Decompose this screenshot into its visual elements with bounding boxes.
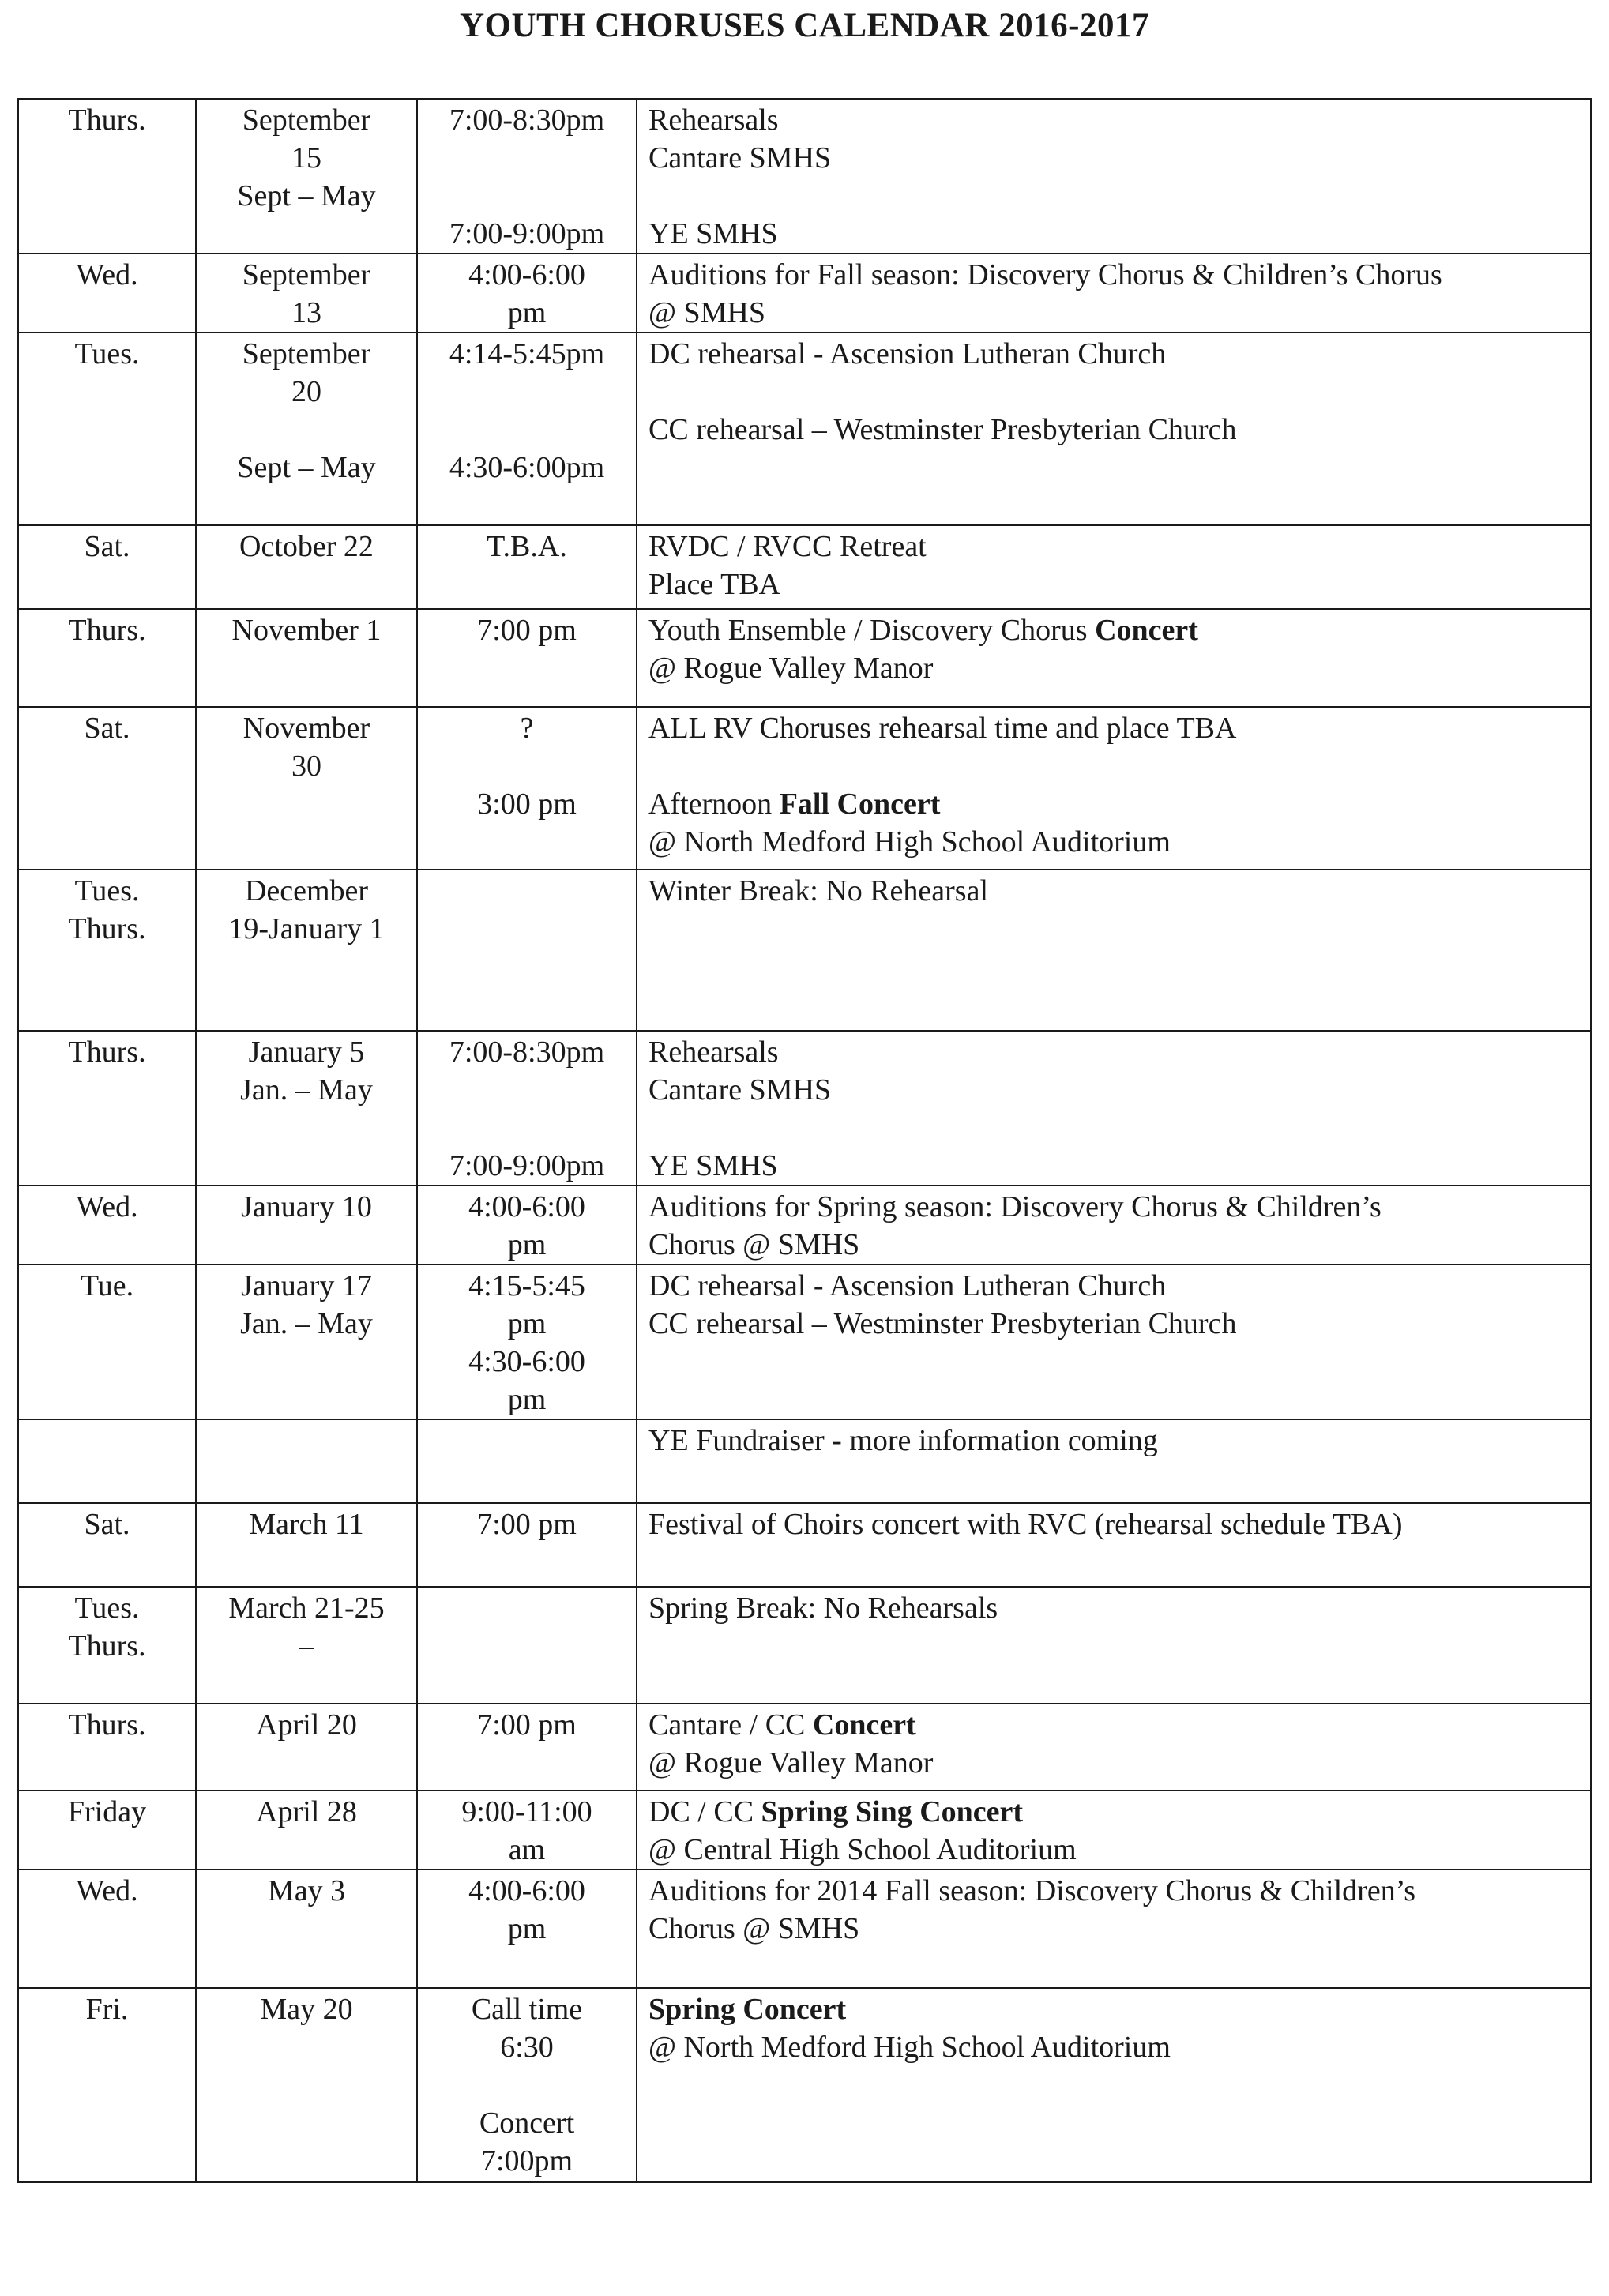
day-cell	[18, 1419, 196, 1503]
description-line	[648, 1305, 1579, 1343]
description-line	[648, 747, 1579, 785]
description-text: ALL RV Choruses rehearsal time and place TBA	[648, 712, 1237, 745]
time-cell: 4:00-6:00 pm	[417, 1186, 637, 1264]
date-cell: November 1	[196, 609, 417, 707]
date-cell: May 3	[196, 1869, 417, 1988]
date-cell: January 17 Jan. – May	[196, 1264, 417, 1419]
description-line	[648, 1147, 1579, 1185]
description-text: Rehearsals	[648, 1035, 779, 1069]
description-line	[648, 294, 1579, 332]
description-text: @ North Medford High School Auditorium	[648, 825, 1171, 859]
date-cell: November 30	[196, 707, 417, 870]
calendar-row	[18, 1264, 1591, 1419]
description-text: @ SMHS	[648, 296, 765, 329]
description-line	[648, 139, 1579, 177]
description-text: Chorus @ SMHS	[648, 1912, 860, 1945]
description-text: YE SMHS	[648, 217, 778, 250]
description-bold-text: Spring Concert	[648, 1993, 847, 2026]
day-cell: Thurs.	[18, 1704, 196, 1791]
time-cell: 4:15-5:45 pm 4:30-6:00 pm	[417, 1264, 637, 1419]
day-cell: Sat.	[18, 1503, 196, 1587]
day-cell: Thurs.	[18, 1031, 196, 1186]
description-text: Auditions for Fall season: Discovery Chorus & Children’s Chorus	[648, 258, 1442, 291]
date-cell: September 15 Sept – May	[196, 99, 417, 254]
description-line	[648, 1793, 1579, 1831]
time-cell: Call time 6:30 Concert 7:00pm	[417, 1988, 637, 2182]
description-line	[648, 1109, 1579, 1147]
event-description-cell	[637, 870, 1591, 1031]
calendar-row	[18, 707, 1591, 870]
calendar-row	[18, 1587, 1591, 1704]
description-text: Cantare SMHS	[648, 141, 832, 175]
description-line	[648, 411, 1579, 449]
day-cell: Thurs.	[18, 99, 196, 254]
description-line	[648, 101, 1579, 139]
day-cell: Tues. Thurs.	[18, 1587, 196, 1704]
description-line	[648, 1033, 1579, 1071]
description-bold-text: Spring Sing Concert	[761, 1795, 1024, 1828]
time-cell: 4:00-6:00 pm	[417, 1869, 637, 1988]
description-text: @ Central High School Auditorium	[648, 1833, 1077, 1866]
date-cell: January 10	[196, 1186, 417, 1264]
page-title: YOUTH CHORUSES CALENDAR 2016-2017	[460, 7, 1149, 44]
date-cell: March 21-25 –	[196, 1587, 417, 1704]
time-cell	[417, 870, 637, 1031]
event-description-cell	[637, 254, 1591, 333]
description-line	[648, 335, 1579, 373]
event-description-cell	[637, 1419, 1591, 1503]
calendar-row	[18, 1419, 1591, 1503]
event-description-cell	[637, 707, 1591, 870]
calendar-row	[18, 870, 1591, 1031]
day-cell: Thurs.	[18, 609, 196, 707]
description-line	[648, 1831, 1579, 1869]
calendar-row	[18, 609, 1591, 707]
event-description-cell	[637, 1869, 1591, 1988]
calendar-row	[18, 1186, 1591, 1264]
event-description-cell	[637, 1587, 1591, 1704]
description-line	[648, 1267, 1579, 1305]
day-cell: Wed.	[18, 1186, 196, 1264]
date-cell: September 13	[196, 254, 417, 333]
description-line	[648, 709, 1579, 747]
description-text: CC rehearsal – Westminster Presbyterian Church	[648, 413, 1237, 446]
time-cell: 9:00-11:00 am	[417, 1791, 637, 1869]
description-text: CC rehearsal – Westminster Presbyterian Church	[648, 1307, 1237, 1340]
description-text: YE Fundraiser - more information coming	[648, 1424, 1158, 1457]
description-line	[648, 872, 1579, 910]
calendar-row	[18, 1704, 1591, 1791]
day-cell: Wed.	[18, 1869, 196, 1988]
time-cell	[417, 1419, 637, 1503]
description-line	[648, 649, 1579, 687]
date-cell: April 20	[196, 1704, 417, 1791]
description-text: Rehearsals	[648, 103, 779, 137]
description-line	[648, 1188, 1579, 1226]
day-cell: Sat.	[18, 525, 196, 609]
description-bold-text: Concert	[1095, 614, 1198, 647]
event-description-cell	[637, 609, 1591, 707]
description-line	[648, 785, 1579, 823]
description-text: Place TBA	[648, 568, 781, 601]
description-text: Afternoon	[648, 787, 780, 821]
description-bold-text: Fall Concert	[779, 787, 941, 821]
description-line	[648, 1071, 1579, 1109]
event-description-cell	[637, 1791, 1591, 1869]
description-text: Auditions for 2014 Fall season: Discovery Chorus & Children’s	[648, 1874, 1416, 1907]
time-cell: 4:14-5:45pm 4:30-6:00pm	[417, 333, 637, 525]
calendar-row	[18, 1503, 1591, 1587]
description-line	[648, 566, 1579, 603]
time-cell: 7:00-8:30pm 7:00-9:00pm	[417, 99, 637, 254]
calendar-row	[18, 99, 1591, 254]
description-text: Winter Break: No Rehearsal	[648, 874, 989, 908]
time-cell: 7:00 pm	[417, 1704, 637, 1791]
description-text: DC rehearsal - Ascension Lutheran Church	[648, 337, 1167, 370]
calendar-row	[18, 525, 1591, 609]
calendar-body	[18, 99, 1591, 2182]
day-cell: Wed.	[18, 254, 196, 333]
calendar-row	[18, 1031, 1591, 1186]
description-line	[648, 1226, 1579, 1264]
event-description-cell	[637, 1031, 1591, 1186]
date-cell: May 20	[196, 1988, 417, 2182]
day-cell: Sat.	[18, 707, 196, 870]
description-line	[648, 177, 1579, 215]
time-cell: 7:00-8:30pm 7:00-9:00pm	[417, 1031, 637, 1186]
description-line	[648, 2028, 1579, 2066]
time-cell: 4:00-6:00 pm	[417, 254, 637, 333]
description-text: @ Rogue Valley Manor	[648, 652, 934, 685]
calendar-row	[18, 1791, 1591, 1869]
date-cell: March 11	[196, 1503, 417, 1587]
description-text: YE SMHS	[648, 1149, 778, 1182]
day-cell: Fri.	[18, 1988, 196, 2182]
description-line	[648, 1872, 1579, 1910]
date-cell	[196, 1419, 417, 1503]
description-line	[648, 1990, 1579, 2028]
time-cell: T.B.A.	[417, 525, 637, 609]
date-cell: September 20 Sept – May	[196, 333, 417, 525]
date-cell: October 22	[196, 525, 417, 609]
description-text: @ Rogue Valley Manor	[648, 1746, 934, 1779]
description-text: RVDC / RVCC Retreat	[648, 530, 927, 563]
description-text: @ North Medford High School Auditorium	[648, 2031, 1171, 2064]
description-text: Youth Ensemble / Discovery Chorus	[648, 614, 1096, 647]
description-line	[648, 1744, 1579, 1782]
event-description-cell	[637, 1264, 1591, 1419]
event-description-cell	[637, 333, 1591, 525]
calendar-row	[18, 254, 1591, 333]
day-cell: Tue.	[18, 1264, 196, 1419]
description-text: Spring Break: No Rehearsals	[648, 1591, 998, 1625]
day-cell: Tues. Thurs.	[18, 870, 196, 1031]
description-text: Festival of Choirs concert with RVC (rehearsal schedule TBA)	[648, 1508, 1403, 1541]
event-description-cell	[637, 1503, 1591, 1587]
description-text: Cantare SMHS	[648, 1073, 832, 1107]
event-description-cell	[637, 525, 1591, 609]
description-line	[648, 611, 1579, 649]
description-line	[648, 528, 1579, 566]
time-cell: ? 3:00 pm	[417, 707, 637, 870]
date-cell: December 19-January 1	[196, 870, 417, 1031]
calendar-row	[18, 333, 1591, 525]
calendar-row	[18, 1869, 1591, 1988]
event-description-cell	[637, 99, 1591, 254]
description-text: Auditions for Spring season: Discovery Chorus & Children’s	[648, 1190, 1382, 1223]
time-cell: 7:00 pm	[417, 1503, 637, 1587]
calendar-row	[18, 1988, 1591, 2182]
description-line	[648, 1589, 1579, 1627]
calendar-table	[17, 98, 1592, 2183]
description-text: Cantare / CC	[648, 1708, 813, 1742]
description-bold-text: Concert	[812, 1708, 916, 1742]
time-cell: 7:00 pm	[417, 609, 637, 707]
description-line	[648, 1910, 1579, 1948]
description-line	[648, 373, 1579, 411]
description-text: DC rehearsal - Ascension Lutheran Church	[648, 1269, 1167, 1302]
description-line	[648, 256, 1579, 294]
event-description-cell	[637, 1988, 1591, 2182]
time-cell	[417, 1587, 637, 1704]
description-line	[648, 1422, 1579, 1460]
date-cell: January 5 Jan. – May	[196, 1031, 417, 1186]
day-cell: Tues.	[18, 333, 196, 525]
description-text: DC / CC	[648, 1795, 761, 1828]
event-description-cell	[637, 1186, 1591, 1264]
description-line	[648, 1706, 1579, 1744]
day-cell: Friday	[18, 1791, 196, 1869]
description-text: Chorus @ SMHS	[648, 1228, 860, 1261]
description-line	[648, 215, 1579, 253]
event-description-cell	[637, 1704, 1591, 1791]
description-line	[648, 1505, 1579, 1543]
date-cell: April 28	[196, 1791, 417, 1869]
description-line	[648, 823, 1579, 861]
